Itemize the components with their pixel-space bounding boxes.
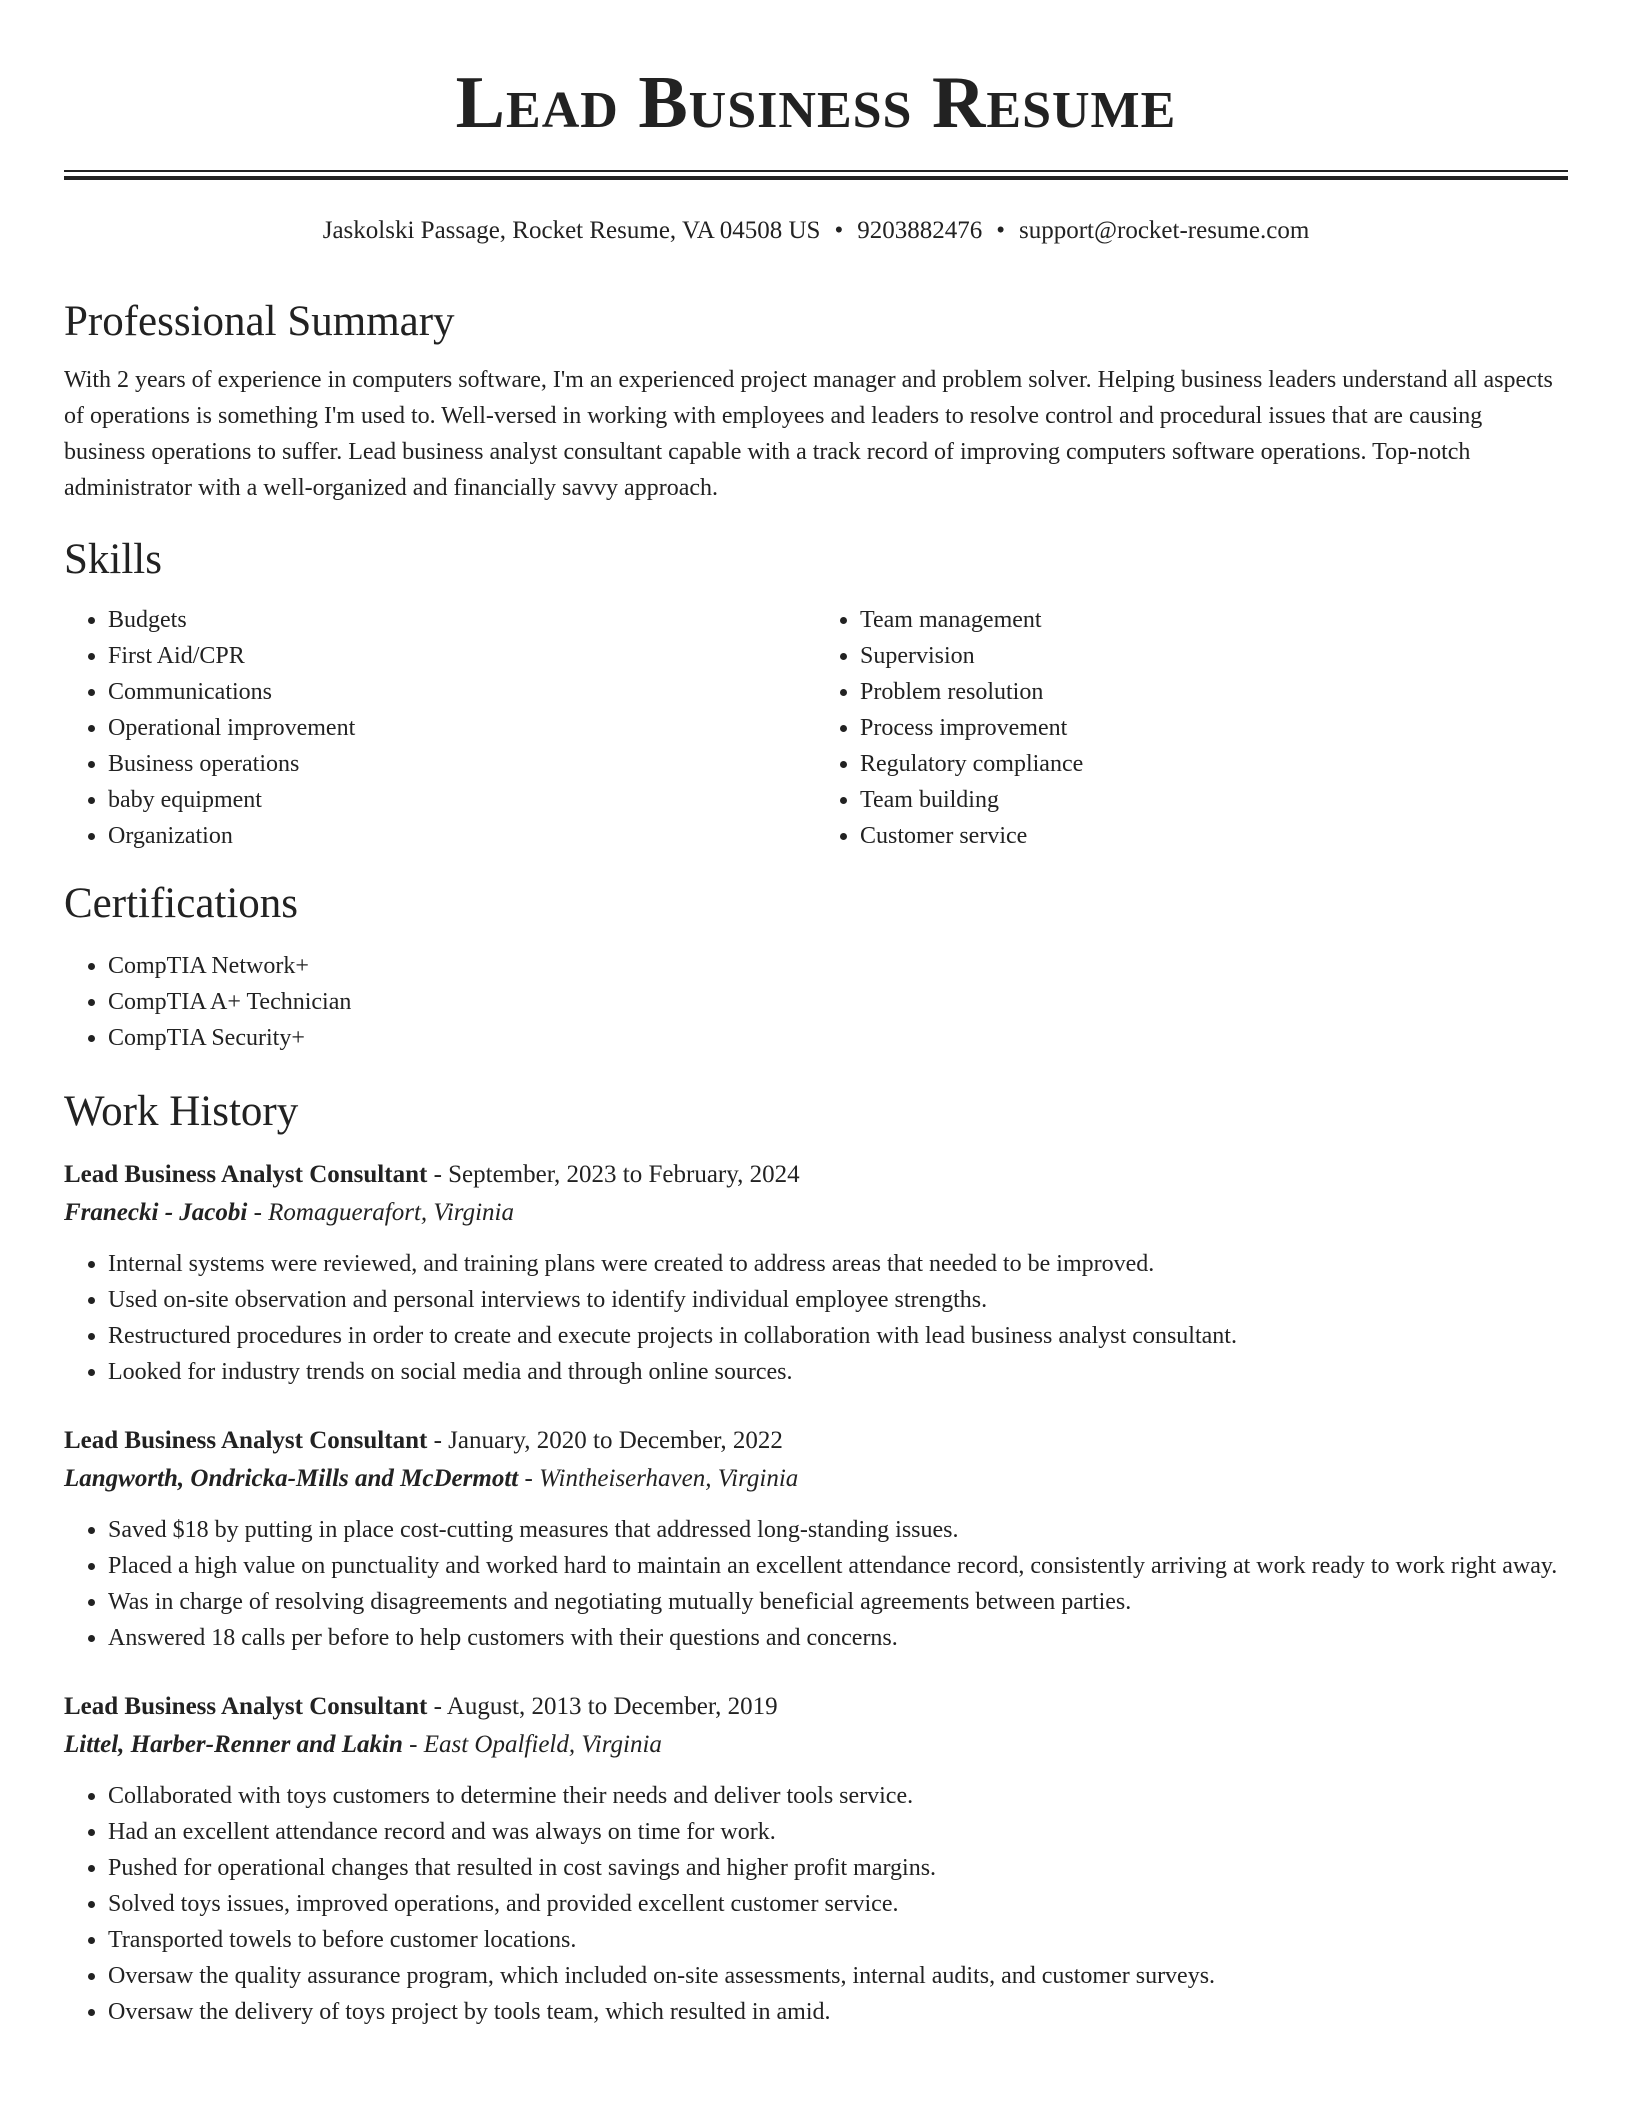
certification-item: • CompTIA Security+	[108, 1020, 1568, 1056]
contact-address: Jaskolski Passage, Rocket Resume, VA 04508 US	[322, 217, 821, 244]
job-bullet: • Oversaw the quality assurance program, which included on-site assessments, internal audits, and customer surveys.	[108, 1958, 1568, 1994]
contact-phone: 9203882476	[857, 217, 983, 244]
job-entry	[64, 1156, 1568, 1390]
job-title-line	[64, 1156, 1568, 1194]
job-bullet: • Transported towels to before customer locations.	[108, 1922, 1568, 1958]
skill-item: • Team building	[860, 782, 1568, 818]
job-dates: September, 2023 to February, 2024	[448, 1161, 800, 1188]
skill-item: • Operational improvement	[108, 710, 816, 746]
skills-columns	[64, 602, 1568, 854]
job-dash: -	[427, 1161, 449, 1188]
job-role: Lead Business Analyst Consultant	[64, 1161, 428, 1188]
job-dash: -	[402, 1731, 424, 1758]
skill-item: • Problem resolution	[860, 674, 1568, 710]
job-entry	[64, 1422, 1568, 1656]
job-title-line	[64, 1688, 1568, 1726]
certification-item: • CompTIA Network+	[108, 948, 1568, 984]
job-bullet: • Saved $18 by putting in place cost-cutting measures that addressed long-standing issues.	[108, 1512, 1568, 1548]
job-bullets	[64, 1778, 1568, 2030]
job-bullet: • Had an excellent attendance record and was always on time for work.	[108, 1814, 1568, 1850]
job-company-line	[64, 1460, 1568, 1498]
job-title-line	[64, 1422, 1568, 1460]
job-dash: -	[427, 1693, 447, 1720]
job-bullet: • Internal systems were reviewed, and training plans were created to address areas that needed to be improved.	[108, 1246, 1568, 1282]
resume-page	[64, 0, 1568, 2030]
job-bullet: • Solved toys issues, improved operations, and provided excellent customer service.	[108, 1886, 1568, 1922]
skill-item: • First Aid/CPR	[108, 638, 816, 674]
summary-heading: Professional Summary	[64, 298, 455, 345]
skill-item: • Budgets	[108, 602, 816, 638]
contact-line	[64, 214, 1568, 248]
work-history-heading: Work History	[64, 1088, 299, 1135]
contact-email: support@rocket-resume.com	[1018, 217, 1310, 244]
skill-item: • baby equipment	[108, 782, 816, 818]
job-dash: -	[427, 1427, 449, 1454]
skill-item: • Customer service	[860, 818, 1568, 854]
job-bullet: • Was in charge of resolving disagreements and negotiating mutually beneficial agreements between parties.	[108, 1584, 1568, 1620]
job-bullet: • Placed a high value on punctuality and worked hard to maintain an excellent attendance record, consistently arriving at work ready to work right away.	[108, 1548, 1568, 1584]
skills-heading: Skills	[64, 536, 162, 583]
job-company-line	[64, 1726, 1568, 1764]
page-title: Lead Business Resume	[455, 62, 1177, 144]
skills-left-list	[64, 602, 816, 854]
skill-item: • Supervision	[860, 638, 1568, 674]
job-bullet: • Collaborated with toys customers to determine their needs and deliver tools service.	[108, 1778, 1568, 1814]
job-location: East Opalfield, Virginia	[423, 1731, 662, 1758]
job-bullets	[64, 1246, 1568, 1390]
job-location: Romaguerafort, Virginia	[268, 1199, 514, 1226]
job-location: Wintheiserhaven, Virginia	[539, 1465, 799, 1492]
job-company: Littel, Harber-Renner and Lakin	[64, 1731, 403, 1758]
skill-item: • Communications	[108, 674, 816, 710]
job-dash: -	[247, 1199, 269, 1226]
skill-item: • Business operations	[108, 746, 816, 782]
contact-separator: •	[834, 217, 844, 244]
certifications-list	[64, 948, 1568, 1056]
job-dash: -	[518, 1465, 540, 1492]
certification-item: • CompTIA A+ Technician	[108, 984, 1568, 1020]
job-entry	[64, 1688, 1568, 2030]
job-company: Franecki - Jacobi	[64, 1199, 248, 1226]
job-dates: August, 2013 to December, 2019	[446, 1693, 778, 1720]
skill-item: • Regulatory compliance	[860, 746, 1568, 782]
skill-item: • Organization	[108, 818, 816, 854]
job-company: Langworth, Ondricka-Mills and McDermott	[64, 1465, 519, 1492]
job-bullet: • Pushed for operational changes that resulted in cost savings and higher profit margins.	[108, 1850, 1568, 1886]
job-dates: January, 2020 to December, 2022	[448, 1427, 783, 1454]
job-bullet: • Oversaw the delivery of toys project by tools team, which resulted in amid.	[108, 1994, 1568, 2030]
job-bullet: • Used on-site observation and personal interviews to identify individual employee strengths.	[108, 1282, 1568, 1318]
job-company-line	[64, 1194, 1568, 1232]
job-bullets	[64, 1512, 1568, 1656]
job-bullet: • Restructured procedures in order to create and execute projects in collaboration with lead business analyst consultant.	[108, 1318, 1568, 1354]
skills-right-list	[816, 602, 1568, 854]
certifications-heading: Certifications	[64, 880, 299, 927]
job-bullet: • Looked for industry trends on social media and through online sources.	[108, 1354, 1568, 1390]
job-role: Lead Business Analyst Consultant	[64, 1427, 428, 1454]
job-role: Lead Business Analyst Consultant	[64, 1693, 428, 1720]
title-divider	[64, 170, 1568, 180]
skill-item: • Team management	[860, 602, 1568, 638]
job-bullet: • Answered 18 calls per before to help customers with their questions and concerns.	[108, 1620, 1568, 1656]
contact-separator: •	[996, 217, 1005, 244]
skill-item: • Process improvement	[860, 710, 1568, 746]
summary-text: With 2 years of experience in computers software, I'm an experienced project manager and problem solver. Helping business leaders understand all aspects of operations is something I'm used to. Well-versed in working with employees and leaders to resolve control and procedural issues that are causing business operations to suffer. Lead business analyst consultant capable with a track record of improving computers software operations. Top-notch administrator with a well-organized and financially savvy approach.	[64, 367, 1553, 501]
